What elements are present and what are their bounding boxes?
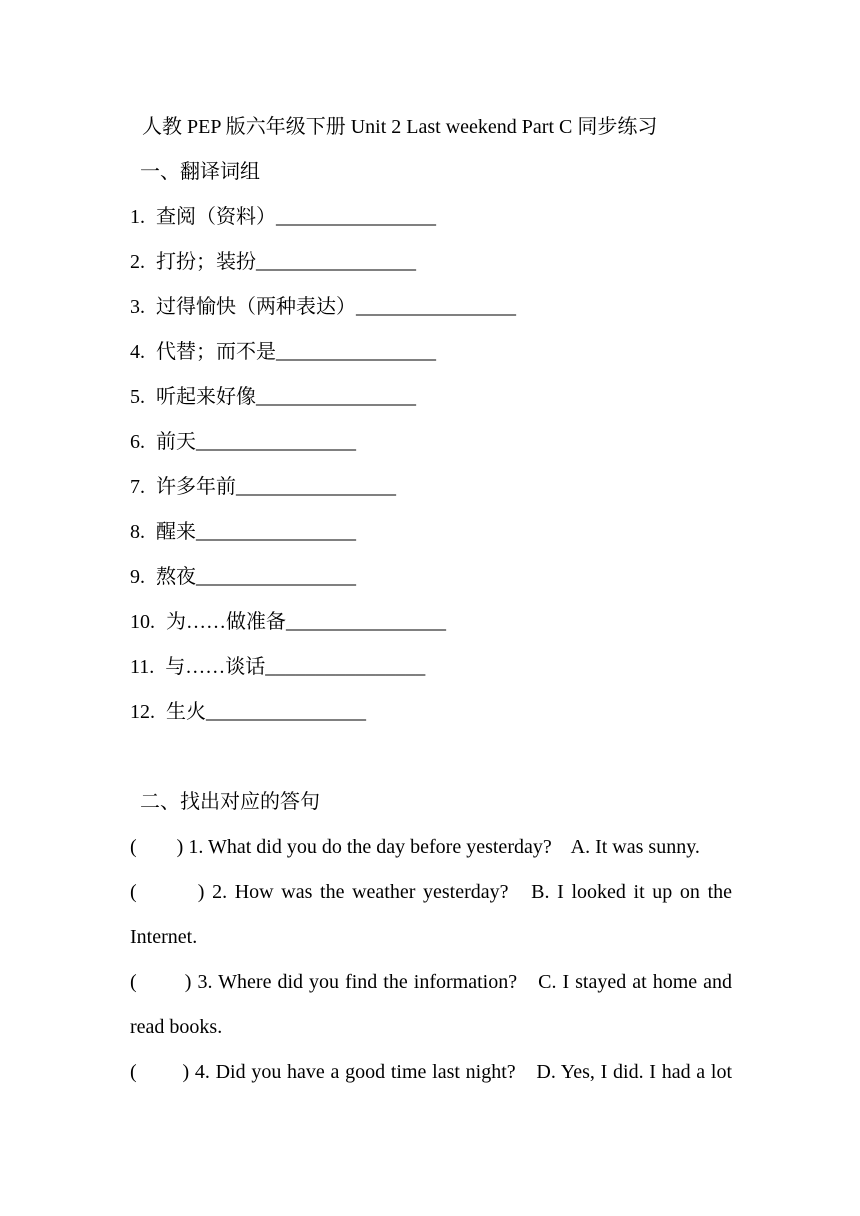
option-text: A. It was sunny. (570, 836, 700, 858)
phrase-prompt: 与……谈话 (165, 656, 266, 678)
answer-blank-line: ________________ (196, 431, 356, 453)
question-text: 2. How was the weather yesterday? (212, 881, 509, 903)
page-content (130, 105, 732, 1095)
answer-blank-line: ________________ (196, 521, 356, 543)
vocab-item (130, 600, 732, 645)
vocab-item (130, 510, 732, 555)
phrase-prompt: 熬夜 (156, 566, 196, 588)
item-number: 3. (130, 296, 145, 318)
answer-blank-line: ________________ (256, 251, 416, 273)
option-text: B. I looked it up on the (531, 881, 732, 903)
vocab-item (130, 690, 732, 735)
vocab-item (130, 330, 732, 375)
match-item (130, 870, 732, 915)
item-number: 2. (130, 251, 145, 273)
item-number: 7. (130, 476, 145, 498)
answer-blank-line: ________________ (276, 341, 436, 363)
item-number: 4. (130, 341, 145, 363)
option-text: C. I stayed at home and (538, 971, 733, 993)
item-number: 12. (130, 701, 155, 723)
section1-heading: 一、翻译词组 (140, 161, 260, 183)
answer-paren-blank: ( ) (130, 881, 205, 903)
answer-blank-line: ________________ (286, 611, 446, 633)
phrase-prompt: 打扮；装扮 (156, 251, 256, 273)
match-item (130, 825, 732, 870)
answer-blank-line: ________________ (256, 386, 416, 408)
answer-paren-blank: ( ) (130, 971, 192, 993)
phrase-prompt: 代替；而不是 (156, 341, 276, 363)
phrase-prompt: 为……做准备 (166, 611, 286, 633)
vocab-item (130, 375, 732, 420)
item-number: 11. (130, 656, 155, 678)
option-continuation: Internet. (130, 926, 198, 948)
vocab-item (130, 645, 732, 690)
item-number: 5. (130, 386, 145, 408)
question-text: 1. What did you do the day before yesterday? (188, 836, 552, 858)
match-item (130, 1050, 732, 1095)
phrase-prompt: 查阅（资料） (156, 206, 276, 228)
phrase-prompt: 前天 (156, 431, 196, 453)
item-number: 9. (130, 566, 145, 588)
document-title: 人教 PEP 版六年级下册 Unit 2 Last weekend Part C 同步练习 (142, 116, 658, 138)
question-text: 4. Did you have a good time last night? (194, 1061, 516, 1083)
answer-paren-blank: ( ) (130, 836, 184, 858)
phrase-prompt: 听起来好像 (156, 386, 256, 408)
phrase-prompt: 生火 (166, 701, 206, 723)
answer-blank-line: ________________ (206, 701, 366, 723)
blank-spacer (130, 735, 732, 780)
answer-blank-line: ________________ (236, 476, 396, 498)
match-item (130, 960, 732, 1005)
answer-blank-line: ________________ (356, 296, 516, 318)
vocab-item (130, 465, 732, 510)
section2-heading: 二、找出对应的答句 (140, 791, 320, 813)
item-number: 10. (130, 611, 155, 633)
option-text: D. Yes, I did. I had a lot (536, 1061, 733, 1083)
item-number: 1. (130, 206, 145, 228)
vocab-item (130, 555, 732, 600)
vocab-item (130, 285, 732, 330)
option-continuation: read books. (130, 1016, 223, 1038)
item-number: 6. (130, 431, 145, 453)
answer-blank-line: ________________ (265, 656, 426, 678)
phrase-prompt: 许多年前 (156, 476, 236, 498)
vocab-item (130, 420, 732, 465)
vocab-item (130, 195, 732, 240)
answer-paren-blank: ( ) (130, 1061, 190, 1083)
item-number: 8. (130, 521, 145, 543)
answer-blank-line: ________________ (276, 206, 436, 228)
vocab-item (130, 240, 732, 285)
phrase-prompt: 过得愉快（两种表达） (156, 296, 356, 318)
answer-blank-line: ________________ (196, 566, 356, 588)
phrase-prompt: 醒来 (156, 521, 196, 543)
question-text: 3. Where did you find the information? (197, 971, 518, 993)
